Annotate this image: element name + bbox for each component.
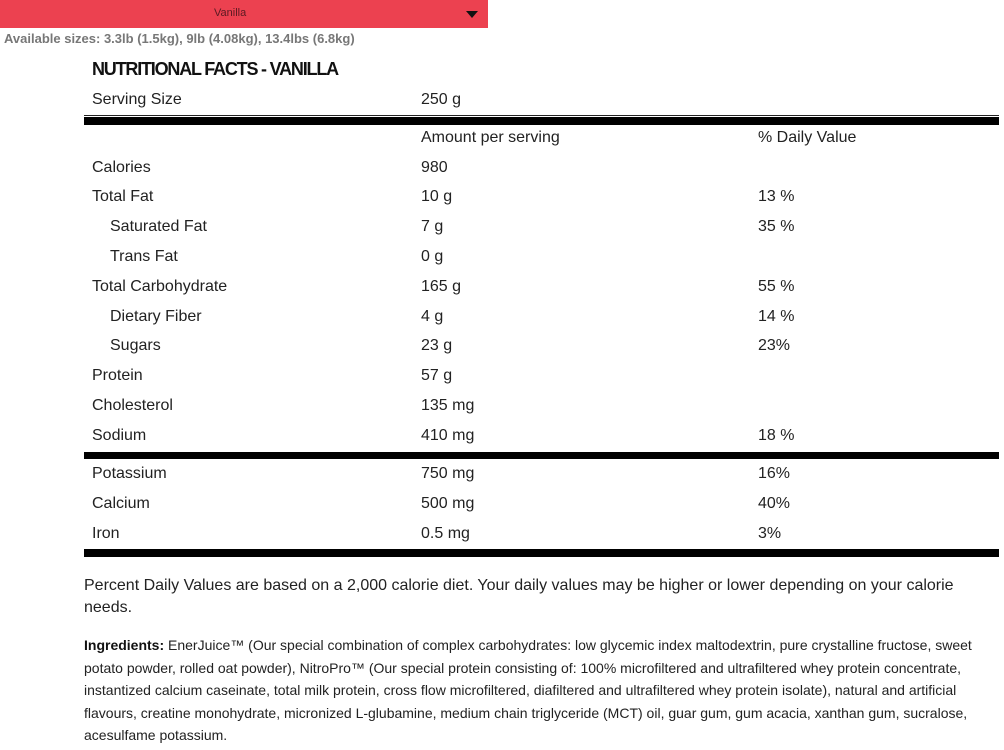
nutrient-amount: 10 g bbox=[421, 188, 453, 205]
divider-thick bbox=[84, 117, 999, 125]
ingredients-label: Ingredients: bbox=[84, 637, 165, 653]
nutrient-name: Saturated Fat bbox=[110, 218, 207, 235]
nutrient-name: Dietary Fiber bbox=[110, 308, 202, 325]
mineral-name: Potassium bbox=[92, 465, 167, 482]
nutrient-name: Protein bbox=[92, 367, 143, 384]
available-sizes: Available sizes: 3.3lb (1.5kg), 9lb (4.08kg), 13.4lbs (6.8kg) bbox=[4, 31, 355, 46]
amount-header: Amount per serving bbox=[421, 129, 560, 146]
table-row bbox=[84, 188, 999, 218]
serving-size-value: 250 g bbox=[421, 91, 462, 108]
mineral-dv: 40% bbox=[758, 495, 791, 512]
mineral-dv: 16% bbox=[758, 465, 791, 482]
mineral-amount: 0.5 mg bbox=[421, 525, 470, 542]
table-row bbox=[84, 397, 999, 427]
nutrient-name: Sugars bbox=[110, 337, 161, 354]
flavor-select-value: Vanilla bbox=[214, 7, 247, 19]
nutrient-amount: 165 g bbox=[421, 278, 462, 295]
nutrient-dv: 35 % bbox=[758, 218, 795, 235]
nutrient-dv: 18 % bbox=[758, 427, 795, 444]
nutrient-amount: 980 bbox=[421, 159, 448, 176]
ingredients bbox=[84, 634, 999, 747]
flavor-select[interactable] bbox=[0, 0, 488, 28]
mineral-dv: 3% bbox=[758, 525, 782, 542]
nutrient-amount: 410 mg bbox=[421, 427, 475, 444]
nutrient-amount: 0 g bbox=[421, 248, 444, 265]
nutrient-name: Cholesterol bbox=[92, 397, 173, 414]
table-row bbox=[84, 337, 999, 367]
table-row bbox=[84, 465, 999, 495]
table-row bbox=[84, 367, 999, 397]
divider-thick bbox=[84, 452, 999, 459]
nutrient-amount: 23 g bbox=[421, 337, 453, 354]
nutrient-dv: 55 % bbox=[758, 278, 795, 295]
table-row bbox=[84, 495, 999, 525]
table-row bbox=[84, 248, 999, 278]
nutrient-dv: 23% bbox=[758, 337, 791, 354]
table-row bbox=[84, 218, 999, 248]
nutrient-name: Total Fat bbox=[92, 188, 154, 205]
nutrient-amount: 7 g bbox=[421, 218, 444, 235]
disclaimer: Percent Daily Values are based on a 2,000 calorie diet. Your daily values may be higher or lower depending on your calorie needs. bbox=[84, 577, 954, 616]
table-header-row bbox=[84, 129, 999, 159]
mineral-amount: 500 mg bbox=[421, 495, 475, 512]
table-row bbox=[84, 278, 999, 308]
nutrient-dv: 14 % bbox=[758, 308, 795, 325]
table-row bbox=[84, 159, 999, 189]
table-row bbox=[84, 308, 999, 338]
daily-value-header: % Daily Value bbox=[758, 129, 857, 146]
divider bbox=[84, 115, 999, 116]
nutrient-amount: 57 g bbox=[421, 367, 453, 384]
nutrition-title: NUTRITIONAL FACTS - VANILLA bbox=[92, 59, 338, 79]
nutrient-name: Sodium bbox=[92, 427, 147, 444]
mineral-name: Calcium bbox=[92, 495, 150, 512]
nutrient-name: Total Carbohydrate bbox=[92, 278, 228, 295]
mineral-amount: 750 mg bbox=[421, 465, 475, 482]
ingredients-text: EnerJuice™ (Our special combination of complex carbohydrates: low glycemic index maltodextrin, pure crystalline fructose, sweet potato powder, rolled oat powder), NitroPro™ (Our special protein consisting of: 100% microfiltered and ultrafiltered whey protein concentrate, instantized calcium caseinate, total milk protein, cross flow microfiltered, diafiltered and ultrafiltered whey protein isolate), natural and artificial flavours, creatine monohydrate, micronized L-glubamine, medium chain triglyceride (MCT) oil, guar gum, gum acacia, xanthan gum, sucralose, acesulfame potassium. bbox=[84, 637, 972, 743]
serving-size-label: Serving Size bbox=[92, 91, 182, 108]
chevron-down-icon[interactable] bbox=[466, 11, 478, 18]
nutrient-dv: 13 % bbox=[758, 188, 795, 205]
nutrient-amount: 135 mg bbox=[421, 397, 475, 414]
nutrient-name: Trans Fat bbox=[110, 248, 178, 265]
mineral-name: Iron bbox=[92, 525, 120, 542]
divider-thick bbox=[84, 549, 999, 557]
nutrient-amount: 4 g bbox=[421, 308, 444, 325]
nutrient-name: Calories bbox=[92, 159, 151, 176]
